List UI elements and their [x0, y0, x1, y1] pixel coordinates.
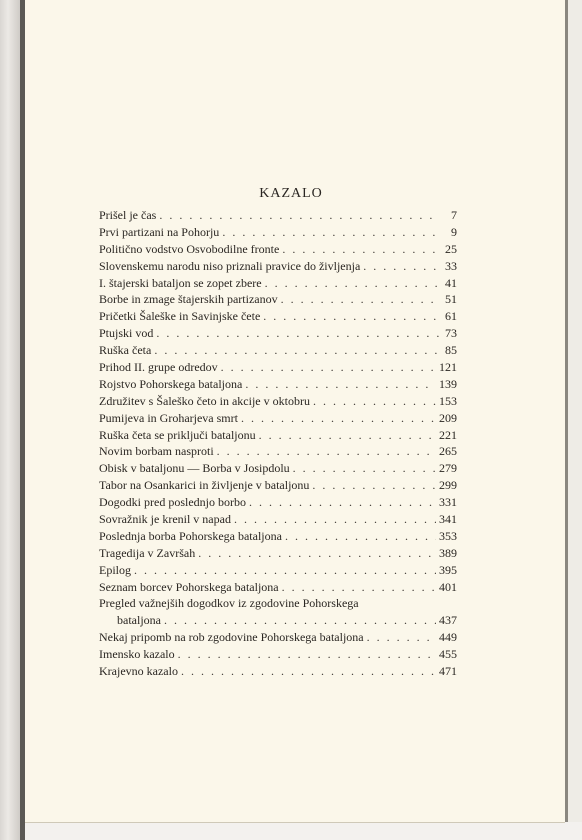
- toc-entry: [99, 477, 457, 494]
- toc-entry-page: 401: [439, 579, 457, 594]
- toc-entry-title: Tragedija v Završah: [99, 545, 196, 560]
- toc-entry-page: 449: [439, 630, 457, 645]
- dot-leader: [198, 545, 436, 562]
- toc-entry-page: 33: [445, 258, 457, 273]
- toc-entry-page: 471: [439, 664, 457, 679]
- toc-entry-page: 41: [445, 275, 457, 290]
- toc-entry-title: I. štajerski bataljon se zopet zbere: [99, 275, 262, 290]
- table-of-contents: [99, 207, 457, 680]
- toc-entry-title: Tabor na Osankarici in življenje v bataljonu: [99, 478, 310, 493]
- toc-entry-title: Prišel je čas: [99, 208, 157, 222]
- toc-entry-title-continued: bataljona: [117, 613, 161, 628]
- dot-leader: [222, 224, 440, 241]
- dot-leader: [281, 291, 440, 308]
- toc-entry-page: 25: [445, 241, 457, 256]
- dot-leader: [282, 241, 440, 258]
- toc-entry-title: Borbe in zmage štajerskih partizanov: [99, 292, 278, 307]
- dot-leader: [249, 494, 436, 511]
- toc-entry-title: Imensko kazalo: [99, 647, 175, 662]
- dot-leader: [282, 579, 436, 596]
- toc-entry-page: 265: [439, 444, 457, 459]
- dot-leader: [234, 511, 436, 528]
- dot-leader: [245, 376, 436, 393]
- dot-leader: [221, 359, 436, 376]
- toc-entry: [99, 579, 457, 596]
- toc-entry-title: Slovenskemu narodu niso priznali pravice do življenja: [99, 258, 361, 273]
- toc-entry-title: Seznam borcev Pohorskega bataljona: [99, 579, 279, 594]
- toc-entry: [99, 376, 457, 393]
- toc-entry-title: Ruška četa: [99, 343, 152, 358]
- toc-entry-page: 437: [439, 613, 457, 628]
- toc-entry-page: 331: [439, 495, 457, 510]
- toc-entry: [99, 291, 457, 308]
- toc-entry-page: 209: [439, 410, 457, 425]
- toc-entry: [99, 410, 457, 427]
- toc-entry-page: 61: [445, 309, 457, 324]
- toc-entry-page: 9: [451, 224, 457, 239]
- toc-entry-title: Sovražnik je krenil v napad: [99, 512, 231, 527]
- toc-entry: [99, 595, 457, 629]
- page-title: KAZALO: [259, 186, 323, 201]
- toc-entry-title: Združitev s Šaleško četo in akcije v oktobru: [99, 393, 310, 408]
- toc-entry-title: Pričetki Šaleške in Savinjske čete: [99, 309, 261, 324]
- toc-entry: [99, 275, 457, 292]
- toc-entry: [99, 494, 457, 511]
- toc-entry-page: 7: [451, 208, 457, 222]
- dot-leader: [312, 477, 436, 494]
- toc-entry-page: 121: [439, 360, 457, 375]
- dot-leader: [159, 207, 440, 224]
- toc-entry-title: Poslednja borba Pohorskega bataljona: [99, 528, 282, 543]
- toc-entry-page: 153: [439, 393, 457, 408]
- toc-entry-title: Prihod II. grupe odredov: [99, 360, 218, 375]
- toc-entry: [99, 528, 457, 545]
- toc-entry-title: Prvi partizani na Pohorju: [99, 224, 220, 239]
- toc-entry: [99, 342, 457, 359]
- dot-leader: [181, 663, 436, 680]
- toc-entry-title: Politično vodstvo Osvobodilne fronte: [99, 241, 280, 256]
- dot-leader: [178, 646, 436, 663]
- toc-entry-title: Novim borbam nasproti: [99, 444, 214, 459]
- dot-leader: [265, 275, 440, 292]
- toc-entry-page: 353: [439, 528, 457, 543]
- dot-leader: [164, 612, 436, 629]
- dot-leader: [241, 410, 436, 427]
- toc-entry-page: 279: [439, 461, 457, 476]
- toc-entry-title: Obisk v bataljonu — Borba v Josipdolu: [99, 461, 290, 476]
- dot-leader: [293, 460, 436, 477]
- toc-entry-page: 389: [439, 545, 457, 560]
- dot-leader: [263, 308, 440, 325]
- toc-entry-title: Nekaj pripomb na rob zgodovine Pohorskega bataljona: [99, 630, 364, 645]
- toc-entry-title: Krajevno kazalo: [99, 664, 178, 679]
- toc-entry: [99, 224, 457, 241]
- dot-leader: [363, 258, 440, 275]
- toc-entry: [99, 427, 457, 444]
- toc-entry-page: 139: [439, 376, 457, 391]
- toc-entry-title: Rojstvo Pohorskega bataljona: [99, 376, 243, 391]
- toc-entry: [99, 258, 457, 275]
- toc-entry: [99, 325, 457, 342]
- toc-entry-page: 395: [439, 562, 457, 577]
- toc-entry: [99, 241, 457, 258]
- toc-entry-page: 221: [439, 427, 457, 442]
- toc-entry-page: 299: [439, 478, 457, 493]
- book-spine: [0, 0, 20, 840]
- toc-entry-page: 51: [445, 292, 457, 307]
- toc-entry-title: Pregled važnejših dogodkov iz zgodovine Pohorskega: [99, 596, 359, 611]
- toc-entry: [99, 443, 457, 460]
- toc-entry-title: Pumijeva in Groharjeva smrt: [99, 410, 238, 425]
- background-strip: [568, 0, 582, 822]
- dot-leader: [217, 443, 436, 460]
- dot-leader: [285, 528, 436, 545]
- toc-entry-page: 85: [445, 343, 457, 358]
- toc-entry-title: Epilog: [99, 562, 131, 577]
- toc-entry-title: Dogodki pred poslednjo borbo: [99, 495, 246, 510]
- toc-entry-page: 341: [439, 512, 457, 527]
- toc-entry: [99, 545, 457, 562]
- toc-entry-page: 455: [439, 647, 457, 662]
- toc-entry: [99, 393, 457, 410]
- dot-leader: [134, 562, 436, 579]
- dot-leader: [156, 325, 440, 342]
- dot-leader: [259, 427, 436, 444]
- toc-entry: [99, 460, 457, 477]
- dot-leader: [154, 342, 440, 359]
- toc-entry: [99, 629, 457, 646]
- toc-entry-title: Ruška četa se priključi bataljonu: [99, 427, 256, 442]
- toc-entry: [99, 207, 457, 224]
- toc-entry: [99, 511, 457, 528]
- dot-leader: [313, 393, 436, 410]
- toc-entry: [99, 562, 457, 579]
- toc-entry: [99, 663, 457, 680]
- toc-entry: [99, 359, 457, 376]
- toc-entry: [99, 308, 457, 325]
- dot-leader: [367, 629, 436, 646]
- toc-entry-title: Ptujski vod: [99, 326, 154, 341]
- toc-entry-page: 73: [445, 326, 457, 341]
- toc-entry: [99, 646, 457, 663]
